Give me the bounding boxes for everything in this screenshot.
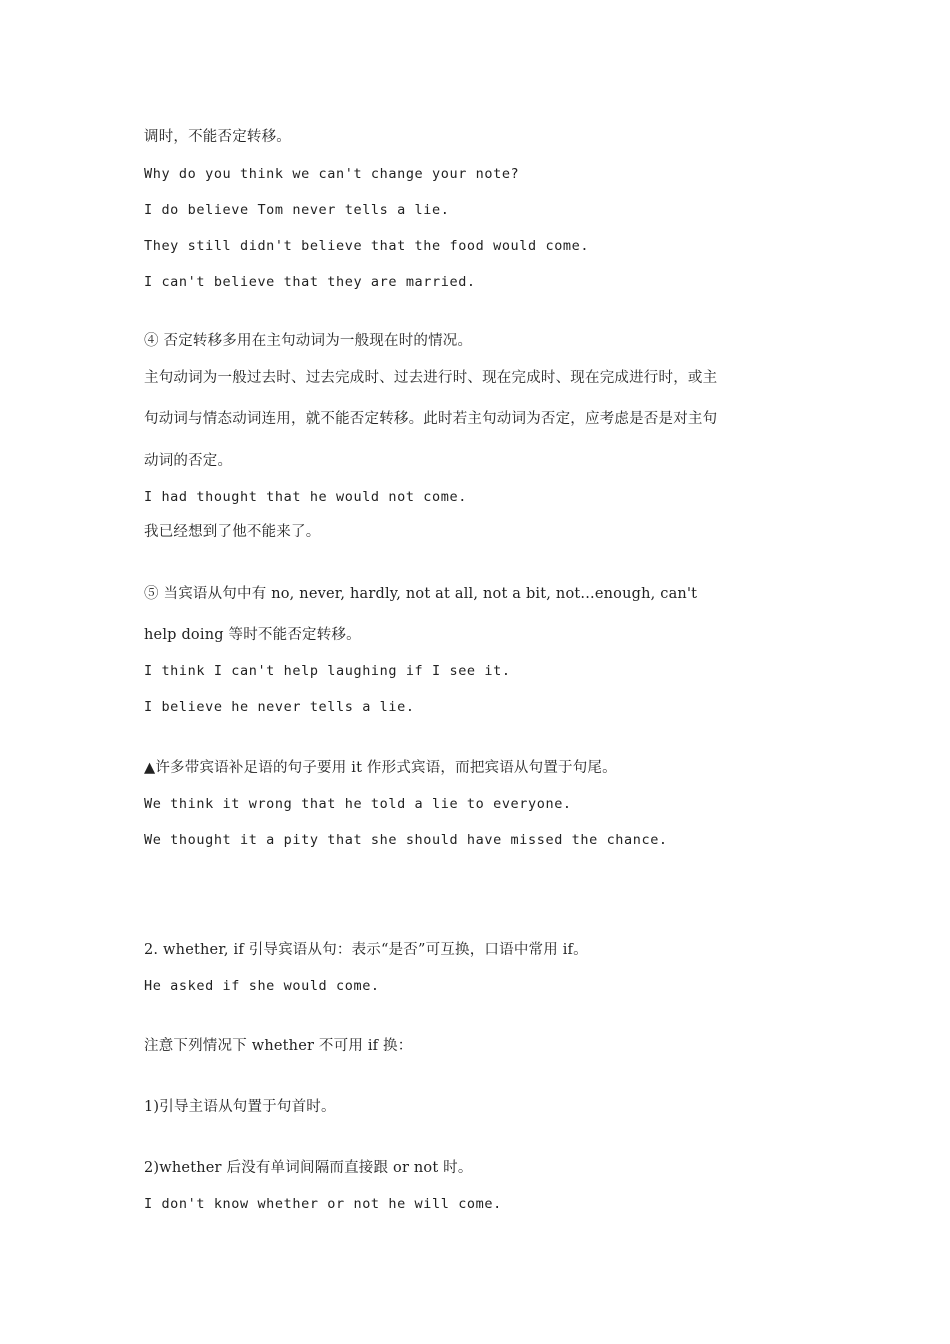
example-sentence: I believe he never tells a lie. xyxy=(144,699,415,715)
example-sentence: We thought it a pity that she should have missed the chance. xyxy=(144,832,668,848)
example-sentence: They still didn't believe that the food would come. xyxy=(144,238,590,254)
list-item-1: 1)引导主语从句置于句首时。 xyxy=(144,1099,336,1115)
example-sentence: I do believe Tom never tells a lie. xyxy=(144,202,450,218)
rule-4-paragraph-line: 主句动词为一般过去时、过去完成时、过去进行时、现在完成时、现在完成进行时，或主 xyxy=(144,370,718,386)
section-2-heading: 2. whether, if 引导宾语从句：表示“是否”可互换，口语中常用 if。 xyxy=(144,942,588,958)
example-translation: 我已经想到了他不能来了。 xyxy=(144,524,321,540)
example-sentence: I think I can't help laughing if I see it. xyxy=(144,663,511,679)
note-triangle-heading: ▲许多带宾语补足语的句子要用 it 作形式宾语，而把宾语从句置于句尾。 xyxy=(144,760,617,776)
rule-5-heading-continuation: help doing 等时不能否定转移。 xyxy=(144,627,361,643)
rule-4-paragraph-line: 动词的否定。 xyxy=(144,453,233,469)
rule-4-heading: ④ 否定转移多用在主句动词为一般现在时的情况。 xyxy=(144,333,473,349)
rule-4-paragraph-line: 句动词与情态动词连用，就不能否定转移。此时若主句动词为否定，应考虑是否是对主句 xyxy=(144,411,718,427)
list-item-2: 2)whether 后没有单词间隔而直接跟 or not 时。 xyxy=(144,1160,473,1176)
example-sentence: I don't know whether or not he will come. xyxy=(144,1196,502,1212)
rule-5-heading: ⑤ 当宾语从句中有 no, never, hardly, not at all, not a bit, not...enough, can't xyxy=(144,586,698,602)
example-sentence: He asked if she would come. xyxy=(144,978,380,994)
example-sentence: I can't believe that they are married. xyxy=(144,274,476,290)
example-sentence: We think it wrong that he told a lie to everyone. xyxy=(144,796,572,812)
example-sentence: I had thought that he would not come. xyxy=(144,489,467,505)
example-sentence: Why do you think we can't change your note? xyxy=(144,166,520,182)
note-line: 注意下列情况下 whether 不可用 if 换： xyxy=(144,1038,413,1054)
text-line-continuation: 调时，不能否定转移。 xyxy=(144,129,291,145)
